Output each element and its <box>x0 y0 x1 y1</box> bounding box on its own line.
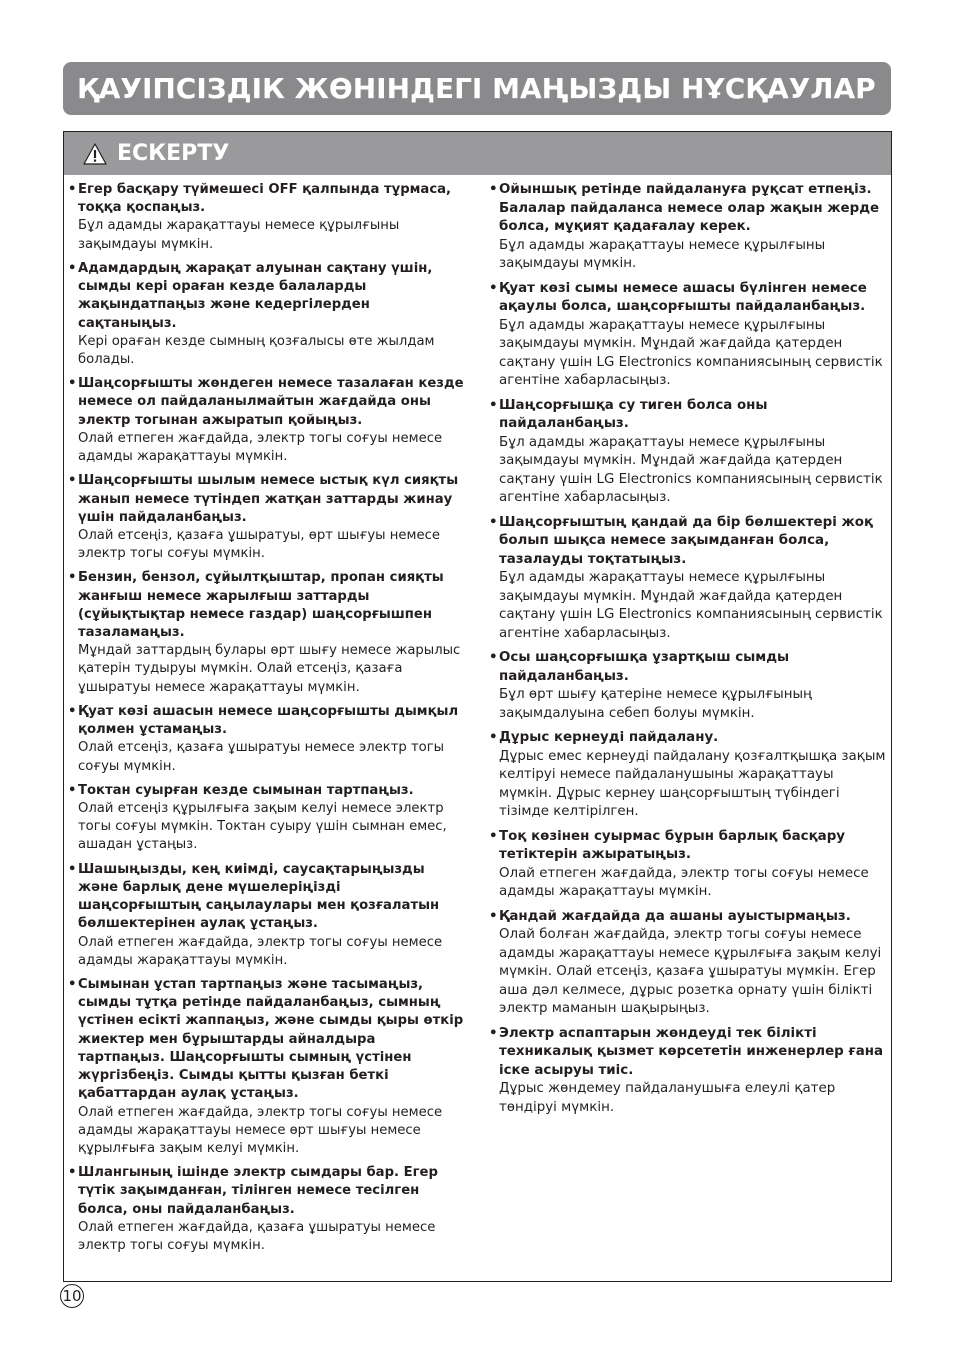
item-title: Сымынан ұстап тартпаңыз және тасымаңыз, сымды тұтқа ретінде пайдаланбаңыз, сымның үстінен есікті жаппаңыз, және сымды қыры өткір жиектер мен бұрыштарды айналдыра тартпаңыз. Шаңсорғышты сымның үстінен жүргізбеңіз. Сымды қытты қызған беткі қабаттардан аулақ ұстаңыз. <box>78 976 464 1102</box>
item-title: Қандай жағдайда да ашаны ауыстырмаңыз. <box>499 908 851 924</box>
item-text: Бұл адамды жарақаттауы немесе құрылғыны зақымдауы мүмкін. Мұндай жағдайда қатерден сақтану үшін LG Electronics компаниясының сервистік агентіне хабарласыңыз. <box>499 317 883 388</box>
bullet: • <box>489 828 498 844</box>
bullet: • <box>68 782 77 798</box>
item-text: Бұл өрт шығу қатеріне немесе құрылғының зақымдалуына себеп болуы мүмкін. <box>499 687 812 721</box>
item-text: Бұл адамды жарақаттауы немесе құрылғыны зақымдауы мүмкін. Мұндай жағдайда қатерден сақтану үшін LG Electronics компаниясының сервистік агентіне хабарласыңыз. <box>499 570 883 641</box>
bullet: • <box>489 730 498 745</box>
item-title: Адамдардың жарақат алуынан сақтану үшін, сымды кері ораған кезде балаларды жақындатпаңыз және кедергілерден сақтаныңыз. <box>78 260 433 331</box>
list-item <box>489 514 889 644</box>
bullet: • <box>489 397 498 413</box>
list-item <box>489 908 889 1019</box>
item-text: Бұл адамды жарақаттауы немесе құрылғыны зақымдауы мүмкін. <box>499 237 826 271</box>
list-item <box>68 976 466 1158</box>
list-item <box>68 782 466 855</box>
item-text: Мұндай заттардың булары өрт шығу немесе жарылыс қатерін тудыруы мүмкін. Олай етсеңіз, қазаға ұшыратуы немесе жарақаттауы мүмкін. <box>78 643 461 695</box>
item-title: Осы шаңсорғышқа ұзартқыш сымды пайдаланбаңыз. <box>499 650 790 684</box>
title-bar <box>63 62 891 115</box>
bullet: • <box>68 861 77 877</box>
list-item <box>68 260 466 369</box>
bullet: • <box>489 514 498 530</box>
bullet: • <box>68 473 77 489</box>
item-title: Шлангының ішінде электр сымдары бар. Егер түтік зақымданған, тілінген немесе тесілген болса, оны пайдаланбаңыз. <box>78 1165 438 1217</box>
item-title: Ойыншық ретінде пайдалануға рұқсат етпеңіз. Балалар пайдаланса немесе олар жақын жерде болса, мұқият қадағалау керек. <box>499 182 880 234</box>
list-item <box>489 280 889 391</box>
warning-label: ЕСКЕРТУ <box>117 141 230 166</box>
warning-header <box>64 132 891 175</box>
item-text: Бұл адамды жарақаттауы немесе құрылғыны зақымдауы мүмкін. <box>78 218 400 252</box>
item-title: Қуат көзі ашасын немесе шаңсорғышты дымқыл қолмен ұстамаңыз. <box>78 703 459 738</box>
item-text: Олай етпеген жағдайда, электр тогы соғуы немесе адамды жарақаттауы мүмкін. <box>499 865 869 899</box>
list-item <box>68 375 466 466</box>
item-text: Олай етпеген жағдайда, электр тогы соғуы немесе адамды жарақаттауы мүмкін. <box>78 430 443 465</box>
bullet: • <box>489 1025 498 1041</box>
item-title: Шаңсорғышты шылым немесе ыстық күл сияқты жанып немесе түтіндеп жатқан заттарды жинау үшін пайдаланбаңыз. <box>78 473 459 525</box>
list-item <box>489 397 889 508</box>
left-column <box>68 181 466 1261</box>
list-item <box>68 1164 466 1255</box>
bullet: • <box>489 280 498 296</box>
list-item <box>68 703 466 776</box>
item-text: Дұрыс жөндемеу пайдаланушыға елеулі қатер төндіруі мүмкін. <box>499 1081 836 1115</box>
item-text: Олай етпеген жағдайда, электр тогы соғуы немесе адамды жарақаттауы мүмкін. <box>78 934 443 968</box>
bullet: • <box>68 703 77 719</box>
item-title: Токтан суырған кезде сымынан тартпаңыз. <box>78 782 414 798</box>
bullet: • <box>68 976 77 992</box>
item-title: Қуат көзі сымы немесе ашасы бүлінген немесе ақаулы болса, шаңсорғышты пайдаланбаңыз. <box>499 280 867 314</box>
item-text: Олай болған жағдайда, электр тогы соғуы немесе адамды жарақаттауы немесе құрылғыға зақым келуі мүмкін. Олай етсеңіз, қазаға ұшыратуы мүмкін. Егер аша дәл келмесе, дұрыс розетка орнату үшін білікті электр маманын шақырыңыз. <box>499 927 882 1016</box>
list-item <box>68 861 466 970</box>
item-text: Олай етсеңіз, қазаға ұшыратуы немесе электр тогы соғуы мүмкін. <box>78 740 445 774</box>
item-title: Егер басқару түймешесі OFF қалпында тұрмаса, тоққа қоспаңыз. <box>78 182 452 216</box>
list-item <box>489 828 889 902</box>
list-item <box>68 472 466 563</box>
list-item <box>489 729 889 822</box>
item-text: Олай етпеген жағдайда, электр тогы соғуы немесе адамды жарақаттауы немесе өрт шығуы немесе құрылғыға зақым келуі мүмкін. <box>78 1104 443 1156</box>
item-text: Дұрыс емес кернеуді пайдалану қозғалтқышқа зақым келтіруі немесе пайдаланушыны жарақаттауы мүмкін. Дұрыс кернеу шаңсорғыштың түбіндегі тізімде келтірілген. <box>499 748 886 819</box>
item-title: Шаңсорғышқа су тиген болса оны пайдаланбаңыз. <box>499 397 768 431</box>
bullet: • <box>489 182 498 197</box>
page-number: 10 <box>60 1284 84 1308</box>
list-item <box>489 1025 889 1118</box>
bullet: • <box>68 570 77 586</box>
bullet: • <box>68 182 77 197</box>
list-item <box>68 181 466 254</box>
item-title: Бензин, бензол, сұйылтқыштар, пропан сияқты жанғыш немесе жарылғыш заттарды (сұйықтықтар немесе газдар) шаңсорғышпен тазаламаңыз. <box>78 570 444 641</box>
bullet: • <box>68 376 77 392</box>
bullet: • <box>489 650 498 665</box>
bullet: • <box>489 908 498 924</box>
item-title: Тоқ көзінен суырмас бұрын барлық басқару тетіктерін ажыратыңыз. <box>499 828 846 862</box>
item-text: Кері ораған кезде сымның қозғалысы өте жылдам болады. <box>78 333 435 367</box>
item-text: Олай етсеңіз құрылғыға зақым келуі немесе электр тогы соғуы мүмкін. Токтан суыру үшін сымнан емес, ашадан ұстаңыз. <box>78 801 447 853</box>
item-text: Олай етпеген жағдайда, қазаға ұшыратуы немесе электр тогы соғуы мүмкін. <box>78 1219 436 1254</box>
warning-box <box>63 131 892 1282</box>
list-item <box>489 649 889 723</box>
list-item <box>489 181 889 274</box>
page-title: ҚАУІПСІЗДІК ЖӨНІНДЕГІ МАҢЫЗДЫ НҰСҚАУЛАР <box>77 72 876 105</box>
bullet: • <box>68 260 77 276</box>
item-title: Электр аспаптарын жөндеуді тек білікті техникалық қызмет көрсететін инженерлер ғана іске асыруы тиіс. <box>499 1025 884 1078</box>
list-item <box>68 569 466 697</box>
item-title: Дұрыс кернеуді пайдалану. <box>499 730 719 745</box>
warning-triangle-icon <box>83 143 107 165</box>
item-title: Шашыңызды, кең киімді, саусақтарыңызды және барлық дене мүшелеріңізді шаңсорғыштың саңылаулары мен қозғалатын бөлшектерінен аулақ ұстаңыз. <box>78 861 440 932</box>
item-text: Бұл адамды жарақаттауы немесе құрылғыны зақымдауы мүмкін. Мұндай жағдайда қатерден сақтану үшін LG Electronics компаниясының сервистік агентіне хабарласыңыз. <box>499 434 883 505</box>
item-text: Олай етсеңіз, қазаға ұшыратуы, өрт шығуы немесе электр тогы соғуы мүмкін. <box>78 527 440 562</box>
bullet: • <box>68 1165 77 1181</box>
item-title: Шаңсорғышты жөндеген немесе тазалаған кезде немесе ол пайдаланылмайтын жағдайда оны электр тогынан ажыратып қойыңыз. <box>78 376 464 428</box>
right-column <box>489 181 889 1123</box>
item-title: Шаңсорғыштың қандай да бір бөлшектері жоқ болып шықса немесе зақымданған болса, тазалауды тоқтатыңыз. <box>499 514 874 567</box>
